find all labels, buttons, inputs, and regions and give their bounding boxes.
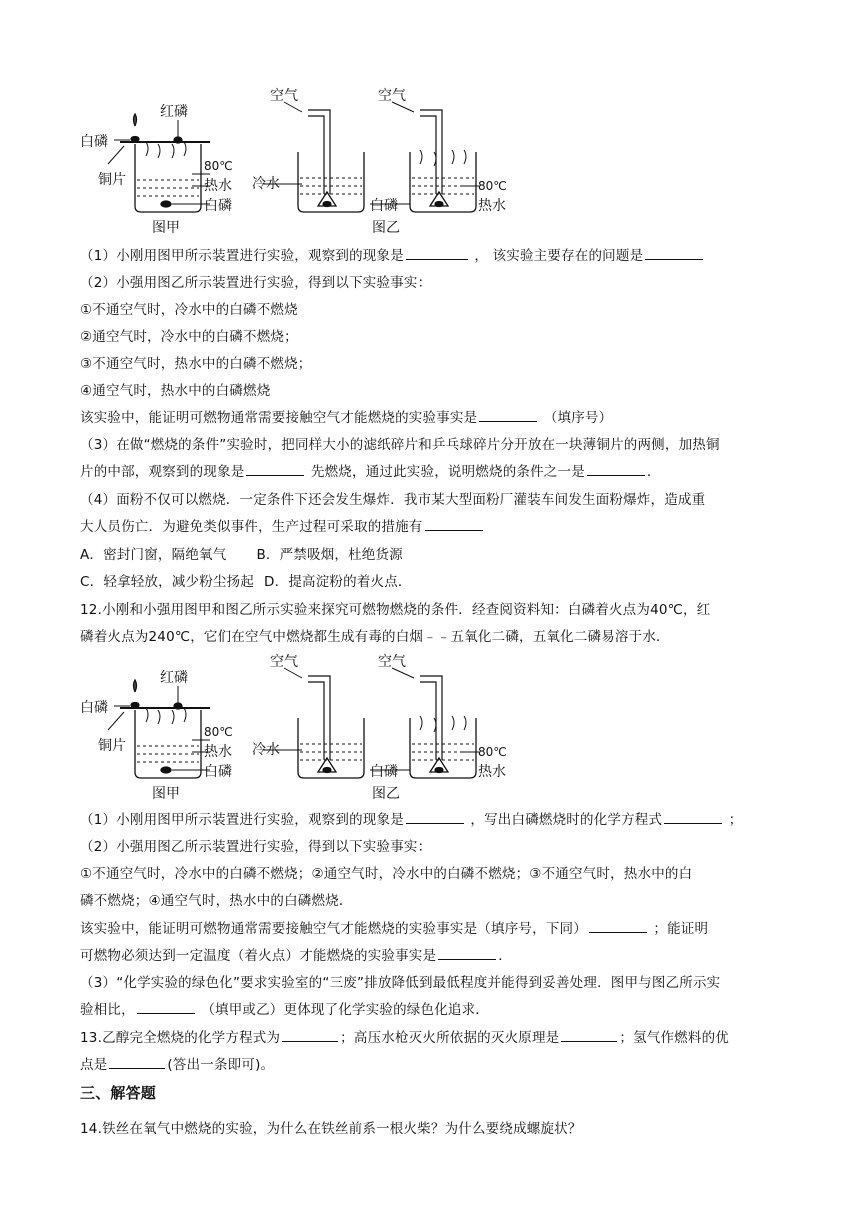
label-air-1: 空气 <box>270 88 298 104</box>
answer-blank[interactable] <box>282 1027 338 1042</box>
label-white-phosphorus-mid: 白磷 <box>370 764 398 780</box>
label-cold-water: 冷水 <box>252 176 280 192</box>
q13-text-b: ；高压水枪灭火所依据的灭火原理是 <box>340 1030 560 1046</box>
q12-part2-question <box>80 917 708 937</box>
q12-p3-text: 验相比， <box>80 1002 135 1018</box>
label-air-2: 空气 <box>378 654 406 670</box>
q12-facts-line1: ①不通空气时，冷水中的白磷不燃烧；②通空气时，冷水中的白磷不燃烧；③不通空气时，热水中的白 <box>80 866 693 882</box>
option-d[interactable]: D．提高淀粉的着火点． <box>264 574 412 590</box>
label-temperature: 80℃ <box>204 725 233 739</box>
answer-blank[interactable] <box>438 945 496 960</box>
q13-text-e: (答出一条即可)。 <box>167 1057 275 1073</box>
label-white-phosphorus: 白磷 <box>204 198 232 214</box>
answer-blank[interactable] <box>664 809 722 824</box>
option-c[interactable]: C．轻拿轻放，减少粉尘扬起 <box>80 574 255 590</box>
answer-blank[interactable] <box>137 999 195 1014</box>
q11-p2q-text: 该实验中，能证明可燃物通常需要接触空气才能燃烧的实验事实是 <box>80 410 478 426</box>
label-white-phosphorus: 白磷 <box>204 764 232 780</box>
label-hot-water-b: 热水 <box>478 764 506 780</box>
label-hot-water: 热水 <box>204 744 232 760</box>
q12-q2-text: 该实验中，能证明可燃物通常需要接触空气才能燃烧的实验事实是（填序号，下同） <box>80 921 587 937</box>
q11-p1-text: （1）小刚用图甲所示装置进行实验，观察到的现象是 <box>80 248 404 264</box>
beaker-b-hot <box>370 102 480 212</box>
beaker-b-cold <box>264 668 364 778</box>
label-temperature-b: 80℃ <box>478 745 507 759</box>
beaker-a <box>108 680 210 778</box>
q14-text: 14.铁丝在氧气中燃烧的实验，为什么在铁丝前系一根火柴？为什么要绕成螺旋状？ <box>80 1121 582 1137</box>
label-temperature-b: 80℃ <box>478 179 507 193</box>
q12-q2b-text: 可燃物必须达到一定温度（着火点）才能燃烧的实验事实是 <box>80 948 437 964</box>
q12-q2-text-2: ；能证明 <box>653 921 709 937</box>
q11-p2q-hint: （填序号） <box>543 410 613 426</box>
q12-part2-question-2 <box>80 944 512 964</box>
answer-blank[interactable] <box>561 1027 617 1042</box>
label-copper-sheet: 铜片 <box>98 172 126 188</box>
q12-intro-line1: 12.小刚和小强用图甲和图乙所示实验来探究可燃物燃烧的条件．经查阅资料知：白磷着火点为40℃，红 <box>80 602 711 618</box>
q11-p3-text: 片的中部，观察到的现象是 <box>80 464 245 480</box>
q12-facts-line2: 磷不燃烧；④通空气时，热水中的白磷燃烧． <box>80 893 353 909</box>
q13-line1 <box>80 1026 729 1046</box>
caption-figure-a: 图甲 <box>152 786 180 800</box>
beaker-a <box>108 114 210 212</box>
q11-fact-2: ②通空气时，冷水中的白磷不燃烧； <box>80 329 298 345</box>
answer-blank[interactable] <box>425 516 483 531</box>
q12-intro-line2: 磷着火点为240℃，它们在空气中燃烧都生成有毒的白烟﹣﹣五氧化二磷，五氧化二磷易溶于水． <box>80 629 670 645</box>
label-cold-water: 冷水 <box>252 742 280 758</box>
answer-blank[interactable] <box>109 1054 165 1069</box>
label-white-phosphorus-left: 白磷 <box>80 700 108 716</box>
label-white-phosphorus-mid: 白磷 <box>370 198 398 214</box>
q11-part2: （2）小强用图乙所示装置进行实验，得到以下实验事实： <box>80 275 432 291</box>
q11-p1-text-2: ， 该实验主要存在的问题是 <box>474 248 644 264</box>
q13-text-d: 点是 <box>80 1057 108 1073</box>
answer-blank[interactable] <box>645 245 703 260</box>
answer-blank[interactable] <box>406 245 468 260</box>
q12-part3-line2 <box>80 998 489 1018</box>
label-copper-sheet: 铜片 <box>98 738 126 754</box>
section-title: 三、解答题 <box>80 1084 157 1102</box>
q12-p1-end: ； <box>728 812 743 828</box>
q11-p3-end: ． <box>646 464 661 480</box>
q12-part2: （2）小强用图乙所示装置进行实验，得到以下实验事实： <box>80 839 432 855</box>
beaker-b-cold <box>264 102 364 212</box>
apparatus-diagram <box>80 650 520 800</box>
label-hot-water-b: 热水 <box>478 198 506 214</box>
label-temperature: 80℃ <box>204 159 233 173</box>
experiment-figure-1 <box>80 84 520 234</box>
q13-text-a: 13.乙醇完全燃烧的化学方程式为 <box>80 1030 281 1046</box>
caption-figure-b: 图乙 <box>372 786 400 800</box>
q11-p3-text-2: 先燃烧，通过此实验，说明燃烧的条件之一是 <box>310 464 585 480</box>
q11-part2-question <box>80 406 612 426</box>
option-a[interactable]: A．密封门窗，隔绝氧气 <box>80 547 227 563</box>
q13-line2 <box>80 1053 274 1073</box>
q11-fact-3: ③不通空气时，热水中的白磷不燃烧； <box>80 356 312 372</box>
q11-part3-line1: （3）在做“燃烧的条件”实验时，把同样大小的滤纸碎片和乒乓球碎片分开放在一块薄铜片的两侧，加热铜 <box>80 437 720 453</box>
label-air-1: 空气 <box>270 654 298 670</box>
answer-blank[interactable] <box>479 407 537 422</box>
caption-figure-a: 图甲 <box>152 220 180 234</box>
q12-p3-text-2: （填甲或乙）更体现了化学实验的绿色化追求． <box>201 1002 490 1018</box>
label-air-2: 空气 <box>378 88 406 104</box>
q11-part4-line1: （4）面粉不仅可以燃烧．一定条件下还会发生爆炸．我市某大型面粉厂灌装车间发生面粉爆炸，造成重 <box>80 492 706 508</box>
q12-q2b-end: ． <box>498 948 512 964</box>
q11-p4-text: 大人员伤亡．为避免类似事件，生产过程可采取的措施有 <box>80 519 423 535</box>
q11-part3-line2 <box>80 460 661 480</box>
option-b[interactable]: B．严禁吸烟，杜绝货源 <box>256 547 403 563</box>
answer-blank[interactable] <box>406 809 464 824</box>
label-red-phosphorus: 红磷 <box>160 104 188 120</box>
q12-p1-text: （1）小刚用图甲所示装置进行实验，观察到的现象是 <box>80 812 404 828</box>
q11-fact-4: ④通空气时，热水中的白磷燃烧 <box>80 383 271 399</box>
q12-part1 <box>80 808 742 828</box>
q13-text-c: ；氢气作燃料的优 <box>619 1030 729 1046</box>
label-hot-water: 热水 <box>204 178 232 194</box>
q11-part1 <box>80 244 705 264</box>
q12-p1-text-2: ，写出白磷燃烧时的化学方程式 <box>470 812 663 828</box>
q12-part3-line1: （3）“化学实验的绿色化”要求实验室的“三废”排放降低到最低程度并能得到妥善处理．图甲与图乙所示实 <box>80 975 721 991</box>
q11-options-row1 <box>80 543 403 563</box>
q11-fact-1: ①不通空气时，冷水中的白磷不燃烧 <box>80 302 298 318</box>
answer-blank[interactable] <box>589 918 647 933</box>
apparatus-diagram <box>80 84 520 234</box>
label-white-phosphorus-left: 白磷 <box>80 134 108 150</box>
answer-blank[interactable] <box>587 461 645 476</box>
caption-figure-b: 图乙 <box>372 220 400 234</box>
q11-options-row2 <box>80 570 412 590</box>
beaker-b-hot <box>370 668 480 778</box>
experiment-figure-2 <box>80 650 520 800</box>
q11-part4-line2 <box>80 515 485 535</box>
label-red-phosphorus: 红磷 <box>160 670 188 686</box>
answer-blank[interactable] <box>246 461 304 476</box>
